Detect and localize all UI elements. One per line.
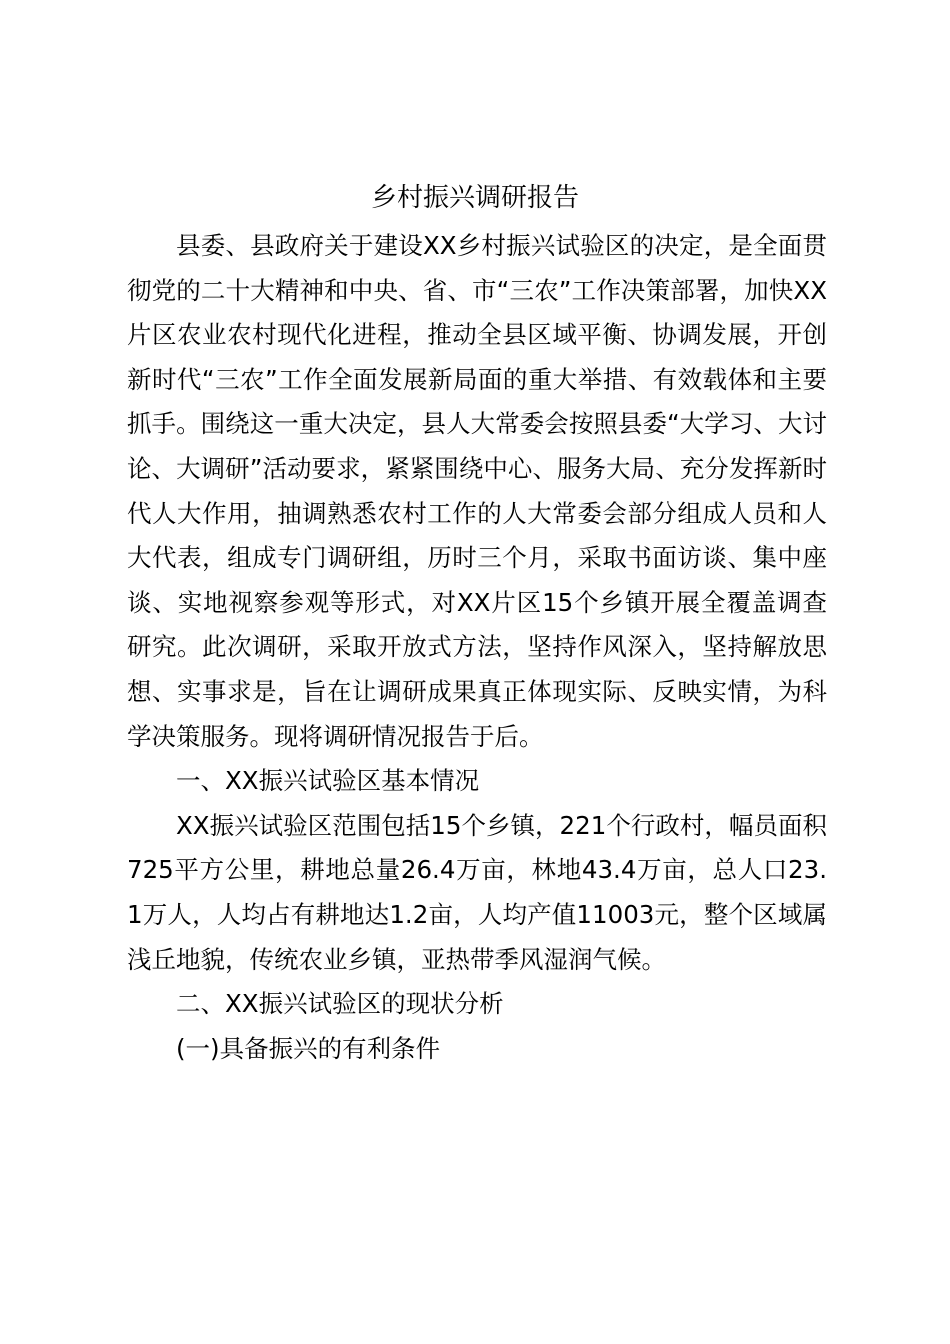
subsection-heading-1: (一)具备振兴的有利条件 xyxy=(176,1033,441,1063)
basic-info-paragraph: XX振兴试验区范围包括15个乡镇，221个行政村，幅员面积725平方公里，耕地总量26.4万亩，林地43.4万亩，总人口23.1万人，人均占有耕地达1.2亩，人均产值11003元，整个区域属浅丘地貌，传统农业乡镇，亚热带季风湿润气候。 xyxy=(127,810,827,974)
document-title: 乡村振兴调研报告 xyxy=(370,183,579,213)
intro-paragraph: 县委、县政府关于建设XX乡村振兴试验区的决定，是全面贯彻党的二十大精神和中央、省、市“三农”工作决策部署，加快XX片区农业农村现代化进程，推动全县区域平衡、协调发展，开创新时代“三农”工作全面发展新局面的重大举措、有效载体和主要抓手。围绕这一重大决定，县人大常委会按照县委“大学习、大讨论、大调研”活动要求，紧紧围绕中心、服务大局、充分发挥新时代人大作用，抽调熟悉农村工作的人大常委会部分组成人员和人大代表，组成专门调研组，历时三个月，采取书面访谈、集中座谈、实地视察参观等形式，对XX片区15个乡镇开展全覆盖调查研究。此次调研，采取开放式方法，坚持作风深入，坚持解放思想、实事求是，旨在让调研成果真正体现实际、反映实情，为科学决策服务。现将调研情况报告于后。 xyxy=(127,231,827,751)
document-body xyxy=(127,224,827,1071)
section-heading-2: 二、XX振兴试验区的现状分析 xyxy=(176,989,504,1019)
section-heading-1: 一、XX振兴试验区基本情况 xyxy=(176,766,480,796)
